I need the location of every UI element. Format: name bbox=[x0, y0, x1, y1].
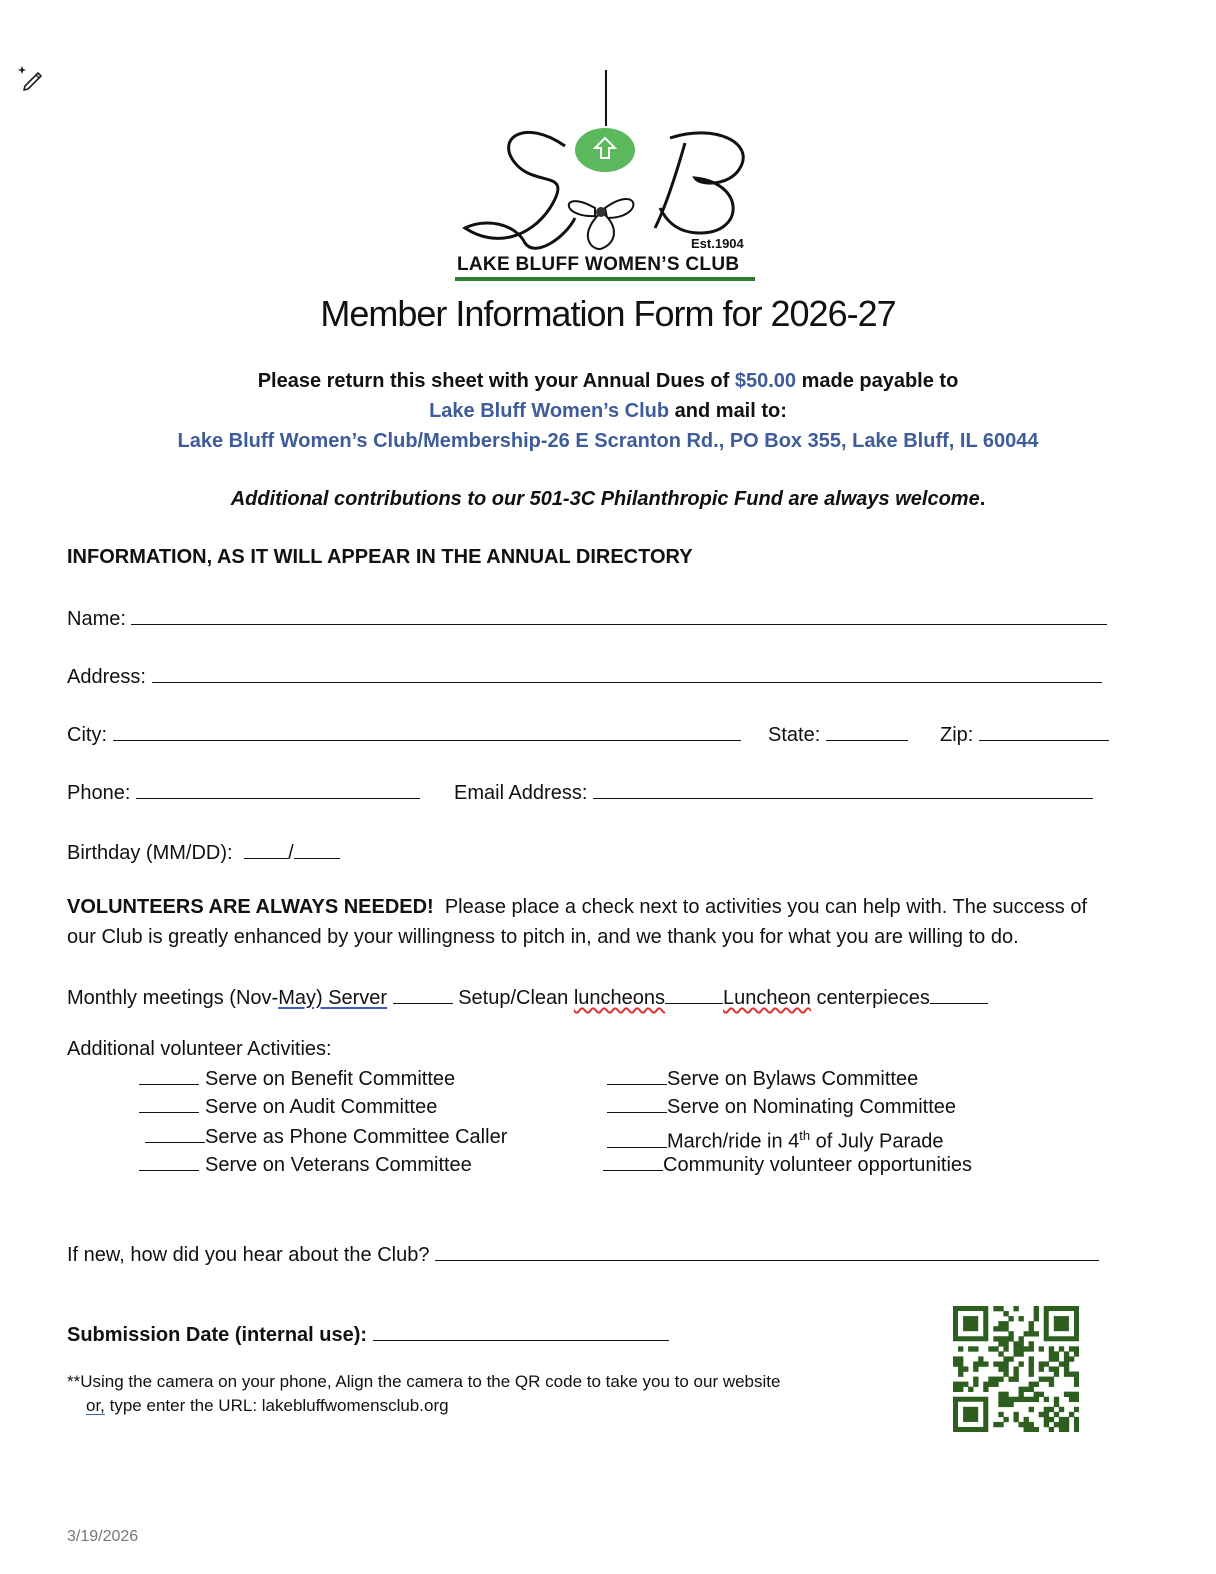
state-input-line[interactable] bbox=[826, 720, 908, 741]
activity-phone-caller[interactable]: Serve as Phone Committee Caller bbox=[145, 1124, 507, 1149]
email-field[interactable] bbox=[454, 778, 1093, 805]
check-line[interactable] bbox=[607, 1129, 667, 1148]
activity-bylaws[interactable]: Serve on Bylaws Committee bbox=[607, 1066, 918, 1091]
city-input-line[interactable] bbox=[113, 720, 741, 741]
dues-line: Please return this sheet with your Annual Dues of $50.00 made payable to bbox=[257, 370, 959, 392]
activity-community[interactable]: Community volunteer opportunities bbox=[603, 1152, 972, 1177]
server-check-line[interactable] bbox=[393, 983, 453, 1004]
check-line[interactable] bbox=[145, 1124, 205, 1143]
zip-field[interactable] bbox=[940, 720, 1109, 747]
activity-nominating[interactable]: Serve on Nominating Committee bbox=[607, 1094, 956, 1119]
activity-audit[interactable]: Serve on Audit Committee bbox=[139, 1094, 437, 1119]
phone-field[interactable] bbox=[67, 778, 420, 805]
payee-line: Lake Bluff Women’s Club and mail to: bbox=[429, 400, 787, 422]
city-label: City: bbox=[67, 724, 107, 746]
name-input-line[interactable] bbox=[131, 604, 1107, 625]
check-line[interactable] bbox=[139, 1152, 199, 1171]
how-heard-input-line[interactable] bbox=[435, 1240, 1099, 1261]
name-field[interactable] bbox=[67, 604, 1107, 631]
payee-name: Lake Bluff Women’s Club bbox=[429, 400, 670, 422]
dues-amount: $50.00 bbox=[734, 370, 797, 392]
submission-date-field[interactable] bbox=[67, 1320, 669, 1347]
birthday-label: Birthday (MM/DD): bbox=[67, 842, 233, 864]
how-heard-field[interactable] bbox=[67, 1240, 1099, 1267]
submission-date-input-line[interactable] bbox=[373, 1320, 669, 1341]
how-heard-label: If new, how did you hear about the Club? bbox=[67, 1244, 430, 1266]
edit-pen-icon[interactable] bbox=[16, 62, 46, 92]
state-field[interactable] bbox=[768, 720, 908, 747]
page-title: Member Information Form for 2026-27 bbox=[320, 293, 896, 334]
name-label: Name: bbox=[67, 608, 126, 630]
zip-label: Zip: bbox=[940, 724, 974, 746]
check-line[interactable] bbox=[607, 1066, 667, 1085]
check-line[interactable] bbox=[139, 1094, 199, 1113]
phone-input-line[interactable] bbox=[136, 778, 420, 799]
birthday-field[interactable] bbox=[67, 838, 340, 865]
email-input-line[interactable] bbox=[593, 778, 1093, 799]
check-line[interactable] bbox=[603, 1152, 663, 1171]
submission-date-label: Submission Date (internal use): bbox=[67, 1324, 368, 1346]
centerpieces-check-line[interactable] bbox=[930, 983, 988, 1004]
zip-input-line[interactable] bbox=[979, 720, 1109, 741]
logo-underline bbox=[455, 277, 755, 281]
volunteers-heading: VOLUNTEERS ARE ALWAYS NEEDED! bbox=[67, 896, 434, 918]
setup-check-line[interactable] bbox=[665, 983, 723, 1004]
check-line[interactable] bbox=[607, 1094, 667, 1113]
logo-established: Est.1904 bbox=[691, 236, 744, 251]
check-line[interactable] bbox=[139, 1066, 199, 1085]
birthday-day-line[interactable] bbox=[294, 838, 340, 859]
monthly-meetings-row: Monthly meetings (Nov-May) Server Setup/Clean luncheons Luncheon centerpieces bbox=[67, 983, 988, 1010]
birthday-month-line[interactable] bbox=[244, 838, 288, 859]
state-label: State: bbox=[768, 724, 821, 746]
qr-note-line2: or, type enter the URL: lakebluffwomensclub.org bbox=[86, 1396, 449, 1415]
qr-code[interactable] bbox=[953, 1306, 1079, 1432]
volunteers-paragraph-line2: our Club is greatly enhanced by your willingness to pitch in, and we thank you for what you are willing to do. bbox=[67, 926, 1019, 948]
address-input-line[interactable] bbox=[152, 662, 1102, 683]
address-label: Address: bbox=[67, 666, 146, 688]
logo-club-name: LAKE BLUFF WOMEN’S CLUB bbox=[457, 254, 740, 275]
mail-address: Lake Bluff Women’s Club/Membership-26 E Scranton Rd., PO Box 355, Lake Bluff, IL 60044 bbox=[177, 430, 1039, 452]
footer-date: 3/19/2026 bbox=[67, 1528, 139, 1545]
volunteers-paragraph: VOLUNTEERS ARE ALWAYS NEEDED! Please place a check next to activities you can help with. The success of bbox=[67, 896, 1088, 918]
email-label: Email Address: bbox=[454, 782, 588, 804]
qr-note-line1: **Using the camera on your phone, Align the camera to the QR code to take you to our website bbox=[67, 1372, 781, 1391]
contributions-note: Additional contributions to our 501-3C Philanthropic Fund are always welcome. bbox=[230, 488, 986, 510]
activity-benefit[interactable]: Serve on Benefit Committee bbox=[139, 1066, 455, 1091]
activity-parade[interactable]: March/ride in 4th of July Parade bbox=[607, 1124, 944, 1154]
birthday-separator: / bbox=[288, 842, 294, 864]
directory-heading: INFORMATION, AS IT WILL APPEAR IN THE ANNUAL DIRECTORY bbox=[67, 546, 693, 568]
city-field[interactable] bbox=[67, 720, 741, 747]
club-logo bbox=[455, 68, 760, 283]
additional-activities-label: Additional volunteer Activities: bbox=[67, 1038, 332, 1060]
activity-veterans[interactable]: Serve on Veterans Committee bbox=[139, 1152, 472, 1177]
phone-label: Phone: bbox=[67, 782, 131, 804]
address-field[interactable] bbox=[67, 662, 1102, 689]
